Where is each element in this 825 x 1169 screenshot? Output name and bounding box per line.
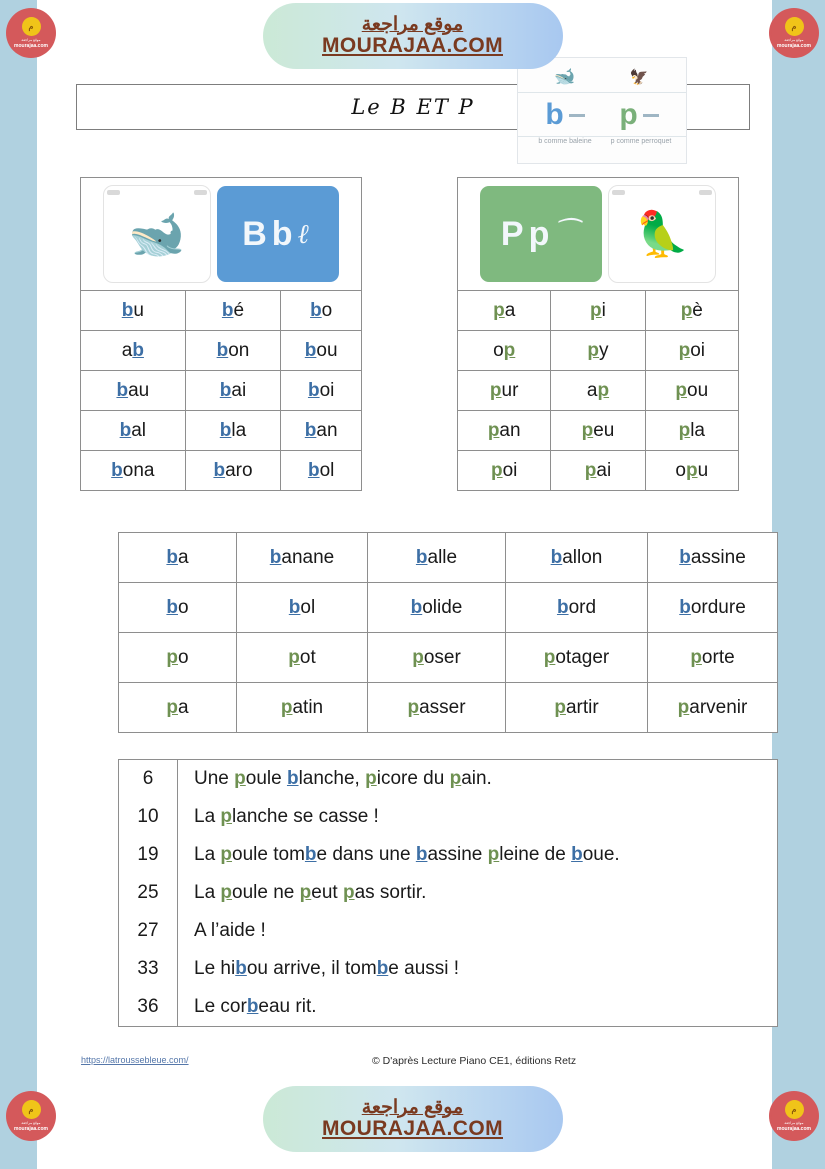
sentence-row: [119, 950, 778, 988]
highlighted-letter: b: [166, 546, 179, 568]
highlighted-letter: b: [415, 844, 428, 865]
sentence-row: [119, 874, 778, 912]
highlighted-letter: p: [487, 844, 500, 865]
sentence-fragment: oule tom: [232, 844, 305, 865]
highlighted-letter: p: [412, 646, 424, 668]
badge-domain-text: mourajaa.com: [777, 42, 811, 49]
word-cell: [506, 583, 648, 633]
letter-table-b: [80, 177, 362, 491]
syllable-cell: [551, 291, 645, 331]
syllable-cell: [645, 451, 738, 491]
syllable-plain: ur: [501, 379, 519, 401]
highlighted-letter: b: [166, 596, 179, 618]
highlighted-letter: p: [680, 299, 693, 321]
syllable-row: [458, 331, 738, 371]
highlighted-letter: b: [304, 844, 317, 865]
syllable-plain: la: [690, 419, 705, 441]
sentence-fragment: ain.: [461, 768, 492, 789]
sentence-row: [119, 760, 778, 799]
syllable-row: [458, 411, 738, 451]
word-cell: [506, 533, 648, 583]
word-cell: [648, 583, 778, 633]
highlighted-letter: p: [685, 459, 698, 481]
syllable-plain: ord: [568, 596, 597, 618]
highlighted-letter: b: [269, 546, 282, 568]
sentence-row: [119, 988, 778, 1027]
letter-card-b: [217, 186, 339, 282]
syllable-plain: é: [233, 299, 245, 321]
sentence-fragment: La: [194, 806, 221, 827]
sentence-row: [119, 912, 778, 950]
highlighted-letter: p: [543, 646, 556, 668]
cursive-letter: ⁀: [554, 218, 582, 250]
watermark-bottom: [0, 1083, 825, 1155]
syllable-row: [458, 451, 738, 491]
highlighted-letter: p: [280, 696, 293, 718]
sentence-fragment: icore du: [376, 768, 450, 789]
syllable-plain: arvenir: [689, 696, 748, 718]
sentence-fragment: eut: [311, 882, 343, 903]
syllable-cell: [81, 411, 185, 451]
sentence-text: [178, 988, 778, 1027]
syllable-plain: o: [178, 646, 189, 668]
sentence-fragment: as sortir.: [354, 882, 427, 903]
highlighted-letter: p: [678, 419, 691, 441]
highlighted-letter: b: [679, 596, 691, 618]
syllable-cell: [458, 371, 551, 411]
highlighted-letter: b: [286, 768, 299, 789]
highlighted-letter: p: [407, 696, 420, 718]
highlighted-letter: b: [571, 844, 583, 865]
sentence-fragment: Une: [194, 768, 235, 789]
sentence-fragment: lanche,: [298, 768, 366, 789]
highlighted-letter: b: [219, 419, 232, 441]
syllable-plain: ai: [596, 459, 612, 481]
syllable-plain: ou: [316, 339, 338, 361]
word-cell: [648, 683, 778, 733]
highlighted-letter: p: [220, 882, 233, 903]
letter-formation-thumbnail: [517, 57, 687, 164]
sentence-fragment: oule: [245, 768, 287, 789]
watermark-top: [0, 0, 825, 72]
syllable-cell: [645, 291, 738, 331]
highlighted-letter: p: [288, 646, 300, 668]
syllable-plain: a: [586, 379, 598, 401]
sentence-fragment: eau rit.: [258, 996, 317, 1017]
highlighted-letter: p: [503, 339, 516, 361]
highlighted-letter: b: [307, 459, 320, 481]
syllable-plain: o: [675, 459, 686, 481]
syllable-plain: on: [228, 339, 250, 361]
syllable-cell: [458, 451, 551, 491]
highlighted-letter: p: [166, 646, 179, 668]
highlighted-letter: b: [679, 546, 691, 568]
syllable-plain: o: [178, 596, 189, 618]
letter-card-header: [458, 178, 738, 290]
highlighted-letter: p: [234, 768, 246, 789]
syllable-plain: ordure: [690, 596, 746, 618]
sentence-text: [178, 798, 778, 836]
word-cell: [648, 533, 778, 583]
deco-letter-b: b: [545, 98, 564, 131]
worksheet-page: [37, 0, 772, 1169]
highlighted-letter: p: [493, 299, 505, 321]
highlighted-letter: b: [235, 958, 247, 979]
watermark-arabic-text: موقع مراجعة: [361, 13, 464, 35]
deco-caption-p: p comme perroquet: [610, 138, 672, 145]
parrot-thumb-icon: 🦅: [629, 69, 649, 86]
syllable-plain: i: [601, 299, 606, 321]
table-row: [119, 583, 778, 633]
highlighted-letter: b: [246, 996, 259, 1017]
syllable-cell: [185, 331, 281, 371]
word-cell: [506, 633, 648, 683]
syllable-plain: a: [121, 339, 133, 361]
syllable-plain: o: [493, 339, 504, 361]
sentence-fragment: leine de: [499, 844, 572, 865]
parrot-illustration: [608, 185, 716, 283]
syllable-row: [81, 331, 361, 371]
syllable-plain: al: [131, 419, 147, 441]
sentence-fragment: La: [194, 882, 221, 903]
syllable-cell: [551, 371, 645, 411]
brand-badge-left: [8, 10, 54, 56]
watermark-domain-text[interactable]: MOURAJAA.COM: [322, 34, 503, 58]
whale-thumb-icon: 🐋: [554, 67, 576, 86]
syllable-plain: ol: [319, 459, 335, 481]
sentence-number: 33: [119, 950, 178, 988]
sentence-text: [178, 836, 778, 874]
syllable-plain: oi: [690, 339, 705, 361]
word-cell: [368, 583, 506, 633]
syllable-plain: è: [692, 299, 703, 321]
highlighted-letter: b: [213, 459, 226, 481]
sentence-text: [178, 760, 778, 799]
syllable-plain: oi: [319, 379, 335, 401]
whale-icon: 🐋: [128, 207, 186, 260]
highlighted-letter: p: [487, 419, 500, 441]
syllable-cell: [551, 411, 645, 451]
deco-letter-p: p: [619, 98, 638, 131]
highlighted-letter: b: [556, 596, 569, 618]
highlighted-letter: p: [584, 459, 597, 481]
syllable-plain: ou: [687, 379, 709, 401]
sentence-text: [178, 950, 778, 988]
syllable-plain: oi: [502, 459, 518, 481]
sentence-number: 19: [119, 836, 178, 874]
highlighted-letter: b: [415, 546, 428, 568]
highlighted-letter: p: [678, 339, 691, 361]
brand-badge-left: [8, 1093, 54, 1139]
word-cell: [119, 533, 237, 583]
lowercase-letter: b: [271, 214, 298, 253]
badge-brand-text: موقع مراجعة: [784, 38, 804, 43]
word-cell: [368, 633, 506, 683]
highlighted-letter: b: [410, 596, 423, 618]
arrow-dash-icon: [643, 114, 659, 117]
table-row: [119, 683, 778, 733]
watermark-arabic-text: موقع مراجعة: [361, 1096, 464, 1118]
whale-illustration: [103, 185, 211, 283]
sentence-fragment: ou arrive, il tom: [246, 958, 377, 979]
highlighted-letter: b: [304, 339, 317, 361]
syllable-plain: eu: [593, 419, 615, 441]
sentence-fragment: lanche se casse !: [232, 806, 379, 827]
uppercase-letter: P: [500, 214, 529, 253]
word-cell: [119, 683, 237, 733]
syllable-plain: ot: [299, 646, 316, 668]
table-row: [119, 533, 778, 583]
highlighted-letter: b: [221, 299, 234, 321]
syllable-plain: atin: [292, 696, 324, 718]
highlighted-letter: p: [581, 419, 594, 441]
sentence-table: [118, 759, 778, 1027]
badge-brand-text: موقع مراجعة: [21, 1121, 41, 1126]
syllable-plain: olide: [422, 596, 463, 618]
highlighted-letter: p: [220, 806, 233, 827]
syllable-cell: [185, 451, 281, 491]
table-row: [119, 633, 778, 683]
syllable-cell: [81, 291, 185, 331]
watermark-pill: [263, 3, 563, 69]
badge-brand-text: موقع مراجعة: [21, 38, 41, 43]
syllable-plain: asser: [419, 696, 466, 718]
highlighted-letter: p: [590, 299, 602, 321]
syllable-cell: [185, 291, 281, 331]
highlighted-letter: b: [550, 546, 563, 568]
page-footer: [37, 1055, 772, 1075]
copyright-credit: © D'après Lecture Piano CE1, éditions Retz: [372, 1055, 577, 1067]
syllable-plain: ona: [122, 459, 155, 481]
sentence-fragment: Le cor: [194, 996, 247, 1017]
syllable-plain: a: [178, 546, 189, 568]
syllable-plain: aro: [225, 459, 253, 481]
sentence-number: 10: [119, 798, 178, 836]
highlighted-letter: p: [449, 768, 462, 789]
syllable-cell: [281, 371, 361, 411]
syllable-plain: assine: [690, 546, 746, 568]
highlighted-letter: p: [490, 459, 503, 481]
badge-brand-text: موقع مراجعة: [784, 1121, 804, 1126]
watermark-pill: [263, 1086, 563, 1152]
page-title: Le B ET P: [351, 95, 475, 119]
highlighted-letter: b: [132, 339, 144, 361]
badge-domain-text: mourajaa.com: [14, 1125, 48, 1132]
badge-domain-text: mourajaa.com: [14, 42, 48, 49]
badge-domain-text: mourajaa.com: [777, 1125, 811, 1132]
highlighted-letter: b: [310, 299, 322, 321]
syllable-cell: [281, 411, 361, 451]
syllable-row: [81, 411, 361, 451]
brand-badge-right: [771, 1093, 817, 1139]
sentence-row: [119, 836, 778, 874]
sentence-fragment: oule ne: [232, 882, 300, 903]
syllable-plain: ai: [231, 379, 247, 401]
syllable-plain: an: [499, 419, 521, 441]
highlighted-letter: b: [288, 596, 301, 618]
sentence-number: 25: [119, 874, 178, 912]
letter-table-p: [457, 177, 739, 491]
highlighted-letter: b: [116, 379, 129, 401]
sentence-text: [178, 912, 778, 950]
brand-mark-icon: م: [785, 17, 804, 36]
highlighted-letter: b: [111, 459, 123, 481]
syllable-plain: alle: [427, 546, 458, 568]
sentence-fragment: oue.: [582, 844, 620, 865]
highlighted-letter: b: [119, 419, 132, 441]
arrow-dash-icon: [569, 114, 585, 117]
lowercase-letter: p: [528, 214, 555, 253]
syllable-row: [81, 451, 361, 491]
highlighted-letter: p: [166, 696, 179, 718]
word-cell: [648, 633, 778, 683]
sentence-fragment: e dans une: [316, 844, 416, 865]
syllable-row: [81, 371, 361, 411]
syllable-plain: anane: [281, 546, 335, 568]
syllable-row: [81, 291, 361, 331]
watermark-domain-text[interactable]: MOURAJAA.COM: [322, 1117, 503, 1141]
syllable-plain: otager: [555, 646, 610, 668]
brand-badge-right: [771, 10, 817, 56]
word-cell: [237, 533, 368, 583]
word-cell: [119, 633, 237, 683]
syllable-plain: orte: [701, 646, 735, 668]
highlighted-letter: p: [675, 379, 688, 401]
sentence-row: [119, 798, 778, 836]
highlighted-letter: b: [376, 958, 389, 979]
syllable-cell: [458, 331, 551, 371]
syllable-plain: u: [133, 299, 144, 321]
syllable-cell: [458, 411, 551, 451]
cursive-letter: ℓ: [297, 218, 314, 250]
syllable-plain: artir: [565, 696, 599, 718]
syllable-cell: [81, 371, 185, 411]
syllable-cell: [645, 411, 738, 451]
sentence-fragment: La: [194, 844, 221, 865]
syllable-cell: [281, 331, 361, 371]
word-cell: [237, 633, 368, 683]
word-cell: [119, 583, 237, 633]
parrot-icon: 🦜: [634, 210, 690, 259]
sentence-fragment: Le hi: [194, 958, 236, 979]
highlighted-letter: b: [219, 379, 232, 401]
syllable-cell: [645, 371, 738, 411]
syllable-plain: au: [128, 379, 150, 401]
highlighted-letter: p: [365, 768, 377, 789]
syllable-plain: a: [504, 299, 516, 321]
highlighted-letter: b: [307, 379, 320, 401]
uppercase-letter: B: [242, 214, 272, 253]
highlighted-letter: p: [489, 379, 502, 401]
brand-mark-icon: م: [22, 1100, 41, 1119]
source-link[interactable]: https://latroussebleue.com/: [81, 1055, 189, 1065]
highlighted-letter: p: [220, 844, 233, 865]
highlighted-letter: p: [554, 696, 566, 718]
highlighted-letter: p: [677, 696, 690, 718]
syllable-cell: [551, 331, 645, 371]
syllable-plain: an: [316, 419, 338, 441]
syllable-cell: [185, 411, 281, 451]
sentence-text: [178, 874, 778, 912]
syllable-plain: oser: [423, 646, 461, 668]
word-table: [118, 532, 778, 733]
word-cell: [368, 533, 506, 583]
syllable-plain: la: [231, 419, 247, 441]
syllable-plain: y: [599, 339, 609, 361]
highlighted-letter: p: [587, 339, 600, 361]
syllable-cell: [458, 291, 551, 331]
word-cell: [237, 683, 368, 733]
deco-caption-b: b comme baleine: [538, 138, 592, 145]
highlighted-letter: b: [121, 299, 134, 321]
letter-card-p: [480, 186, 602, 282]
syllable-row: [458, 291, 738, 331]
syllable-row: [458, 371, 738, 411]
syllable-cell: [281, 451, 361, 491]
syllable-plain: u: [697, 459, 709, 481]
sentence-number: 36: [119, 988, 178, 1027]
syllable-plain: o: [321, 299, 333, 321]
highlighted-letter: p: [299, 882, 312, 903]
sentence-number: 27: [119, 912, 178, 950]
syllable-cell: [645, 331, 738, 371]
sentence-number: 6: [119, 760, 178, 799]
syllable-plain: allon: [562, 546, 603, 568]
sentence-fragment: A l’aide !: [194, 920, 266, 941]
syllable-plain: ol: [300, 596, 316, 618]
sentence-fragment: e aussi !: [388, 958, 460, 979]
syllable-cell: [185, 371, 281, 411]
highlighted-letter: p: [597, 379, 610, 401]
word-cell: [368, 683, 506, 733]
highlighted-letter: b: [216, 339, 229, 361]
sentence-fragment: assine: [427, 844, 488, 865]
brand-mark-icon: م: [785, 1100, 804, 1119]
brand-mark-icon: م: [22, 17, 41, 36]
letter-card-header: [81, 178, 361, 290]
syllable-plain: a: [178, 696, 189, 718]
syllable-cell: [81, 451, 185, 491]
word-cell: [506, 683, 648, 733]
highlighted-letter: b: [304, 419, 317, 441]
word-cell: [237, 583, 368, 633]
syllable-cell: [281, 291, 361, 331]
highlighted-letter: p: [690, 646, 702, 668]
syllable-cell: [551, 451, 645, 491]
syllable-cell: [81, 331, 185, 371]
highlighted-letter: p: [342, 882, 355, 903]
